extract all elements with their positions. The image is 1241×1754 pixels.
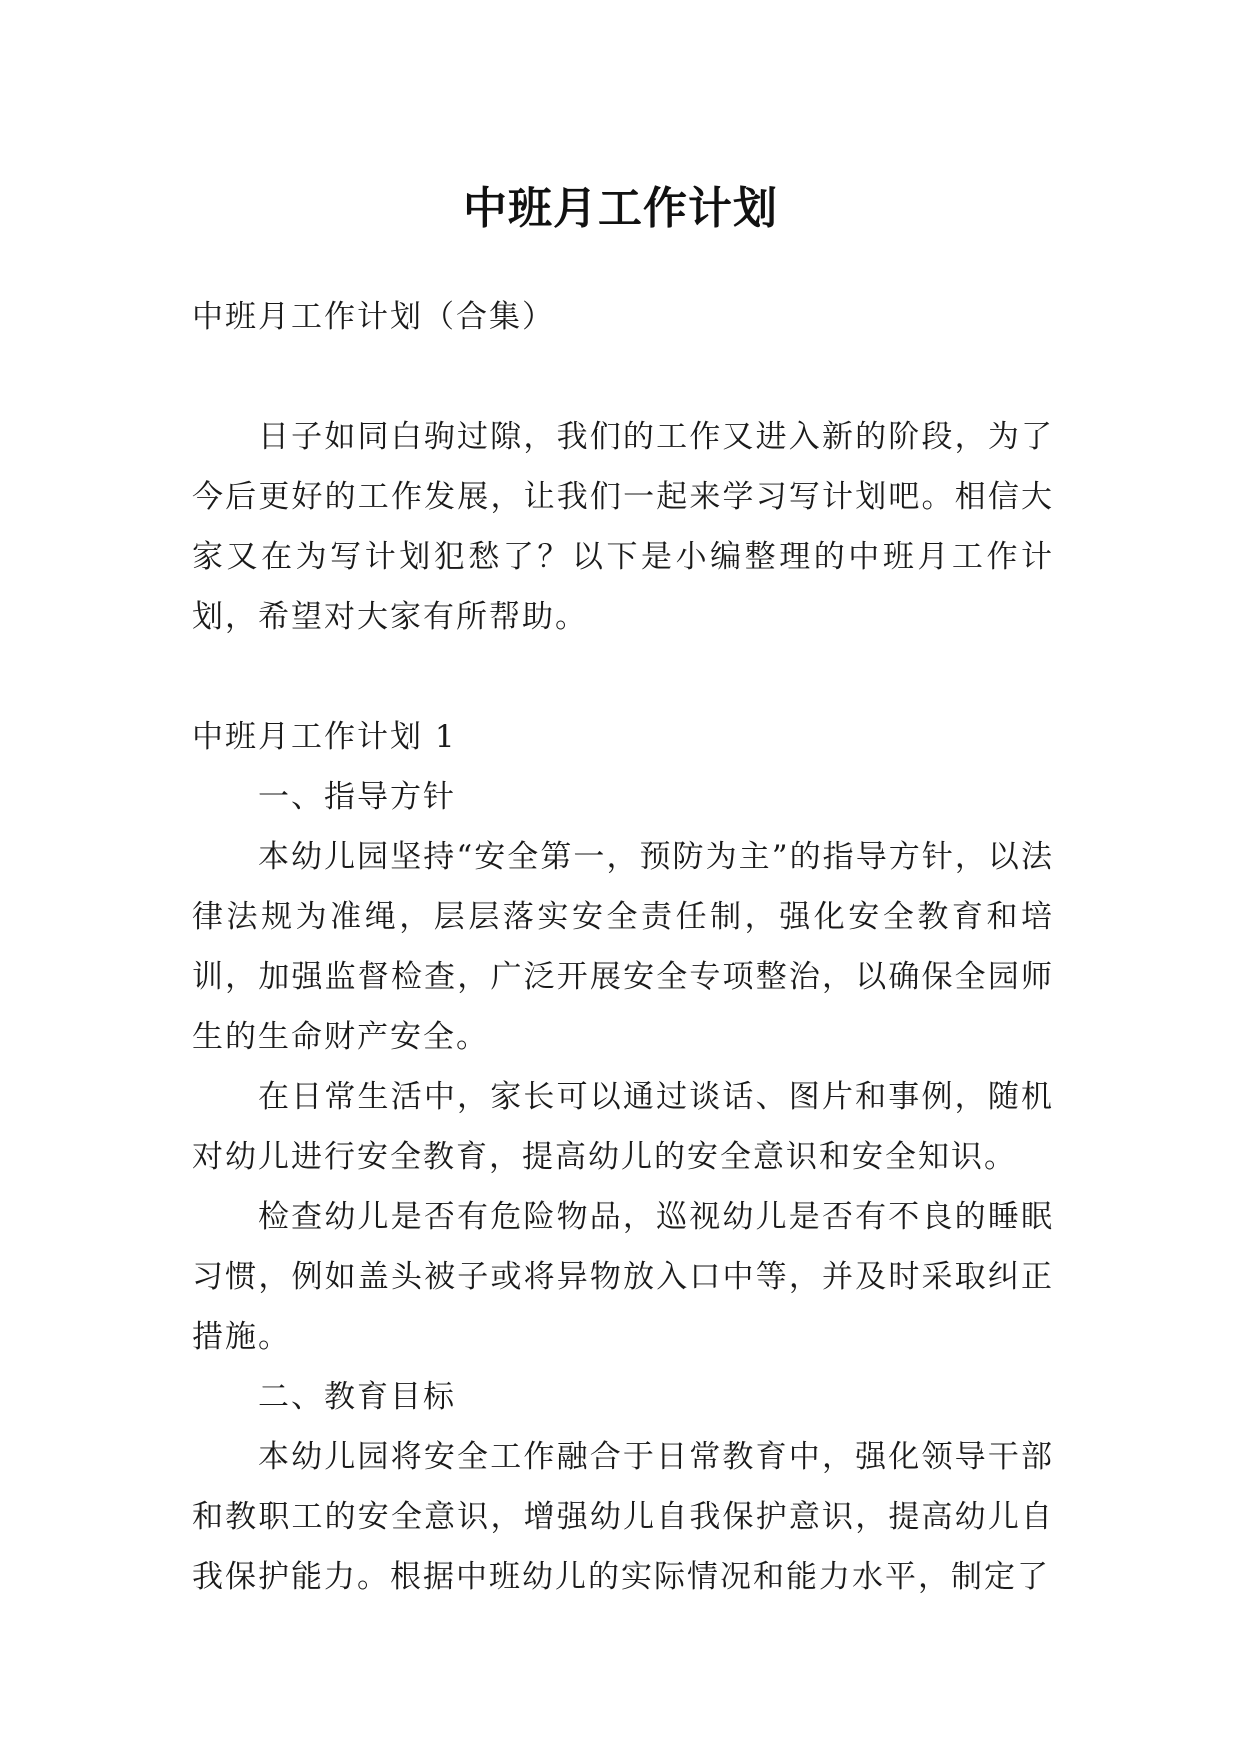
paragraph: 检查幼儿是否有危险物品，巡视幼儿是否有不良的睡眠习惯，例如盖头被子或将异物放入口中等，并及时采取纠正措施。: [192, 1199, 1054, 1355]
paragraph: 本幼儿园坚持“安全第一，预防为主”的指导方针，以法律法规为准绳，层层落实安全责任制，强化安全教育和培训，加强监督检查，广泛开展安全专项整治，以确保全园师生的生命财产安全。: [192, 839, 1054, 1055]
document-subtitle: 中班月工作计划（合集）: [192, 299, 555, 335]
document-title: 中班月工作计划: [463, 183, 778, 235]
paragraph: 在日常生活中，家长可以通过谈话、图片和事例，随机对幼儿进行安全教育，提高幼儿的安全意识和安全知识。: [192, 1079, 1054, 1175]
paragraph: 本幼儿园将安全工作融合于日常教育中，强化领导干部和教职工的安全意识，增强幼儿自我保护意识，提高幼儿自我保护能力。根据中班幼儿的实际情况和能力水平，制定了: [192, 1439, 1054, 1595]
section-title: 中班月工作计划 1: [192, 719, 457, 755]
heading-education-goals: 二、教育目标: [258, 1379, 456, 1415]
intro-paragraph: 日子如同白驹过隙，我们的工作又进入新的阶段，为了今后更好的工作发展，让我们一起来学习写计划吧。相信大家又在为写计划犯愁了？以下是小编整理的中班月工作计划，希望对大家有所帮助。: [192, 419, 1054, 635]
document-body: [192, 287, 1054, 1607]
heading-guiding-principle: 一、指导方针: [258, 779, 456, 815]
